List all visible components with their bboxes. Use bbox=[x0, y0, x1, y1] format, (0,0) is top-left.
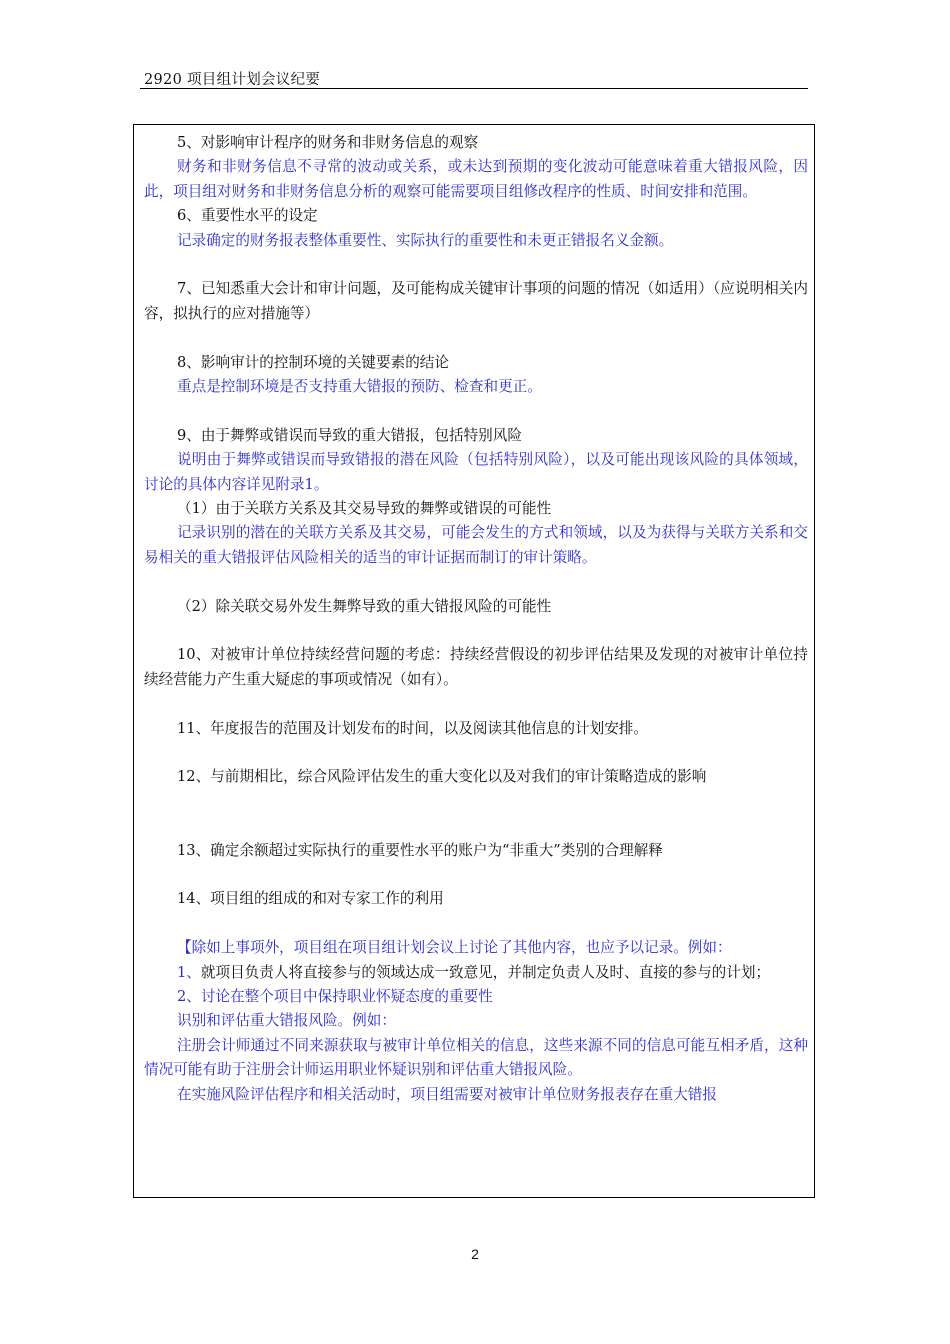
risk-identification-text-1: 注册会计师通过不同来源获取与被审计单位相关的信息，这些来源不同的信息可能互相矛盾，这种情况可能有助于注册会计师运用职业怀疑识别和评估重大错报风险。 bbox=[144, 1036, 808, 1079]
item-7-heading: 7、已知悉重大会计和审计问题，及可能构成关键审计事项的问题的情况（如适用）（应说明相关内容，拟执行的应对措施等） bbox=[144, 280, 808, 322]
item-11-heading: 11、年度报告的范围及计划发布的时间，以及阅读其他信息的计划安排。 bbox=[177, 719, 648, 737]
item-13-heading: 13、确定余额超过实际执行的重要性水平的账户为“非重大”类别的合理解释 bbox=[177, 841, 663, 859]
risk-identification-text-2: 在实施风险评估程序和相关活动时，项目组需要对被审计单位财务报表存在重大错报 bbox=[177, 1085, 717, 1103]
item-9-1-guidance: 记录识别的潜在的关联方关系及其交易，可能会发生的方式和领域，以及为获得与关联方关系和交易相关的重大错报评估风险相关的适当的审计证据而制订的审计策略。 bbox=[144, 524, 808, 566]
risk-identification-heading: 识别和评估重大错报风险。例如： bbox=[177, 1012, 396, 1030]
item-6-heading: 6、重要性水平的设定 bbox=[177, 207, 318, 225]
item-14-heading: 14、项目组的组成的和对专家工作的利用 bbox=[177, 890, 444, 908]
page-number: 2 bbox=[471, 1246, 479, 1262]
item-8-guidance: 重点是控制环境是否支持重大错报的预防、检查和更正。 bbox=[177, 378, 542, 396]
item-9-guidance: 说明由于舞弊或错误而导致错报的潜在风险（包括特别风险），以及可能出现该风险的具体领域，讨论的具体内容详见附录1。 bbox=[144, 451, 808, 493]
other-matter-1: 1、就项目负责人将直接参与的领域达成一致意见，并制定负责人及时、直接的参与的计划； bbox=[177, 963, 771, 981]
minutes-table-cell bbox=[133, 124, 815, 1198]
other-matters-intro: 【除如上事项外，项目组在项目组计划会议上讨论了其他内容，也应予以记录。例如： bbox=[177, 939, 732, 957]
item-12-heading: 12、与前期相比，综合风险评估发生的重大变化以及对我们的审计策略造成的影响 bbox=[177, 768, 707, 786]
item-9-heading: 9、由于舞弊或错误而导致的重大错报，包括特别风险 bbox=[177, 426, 522, 444]
item-5-heading: 5、对影响审计程序的财务和非财务信息的观察 bbox=[177, 134, 479, 151]
header-title: 2920 项目组计划会议纪要 bbox=[144, 72, 321, 88]
item-5-guidance: 财务和非财务信息不寻常的波动或关系，或未达到预期的变化波动可能意味着重大错报风险，因此，项目组对财务和非财务信息分析的观察可能需要项目组修改程序的性质、时间安排和范围。 bbox=[144, 158, 808, 200]
item-9-2-heading: （2）除关联交易外发生舞弊导致的重大错报风险的可能性 bbox=[177, 597, 552, 615]
item-10-heading: 10、对被审计单位持续经营问题的考虑：持续经营假设的初步评估结果及发现的对被审计单位持续经营能力产生重大疑虑的事项或情况（如有）。 bbox=[144, 646, 808, 688]
page-header bbox=[140, 64, 808, 89]
item-8-heading: 8、影响审计的控制环境的关键要素的结论 bbox=[177, 353, 449, 371]
other-matter-2: 2、讨论在整个项目中保持职业怀疑态度的重要性 bbox=[177, 988, 493, 1006]
item-9-1-heading: （1）由于关联方关系及其交易导致的舞弊或错误的可能性 bbox=[177, 500, 552, 518]
minutes-content bbox=[144, 131, 808, 1107]
item-6-guidance: 记录确定的财务报表整体重要性、实际执行的重要性和未更正错报名义金额。 bbox=[177, 231, 674, 249]
